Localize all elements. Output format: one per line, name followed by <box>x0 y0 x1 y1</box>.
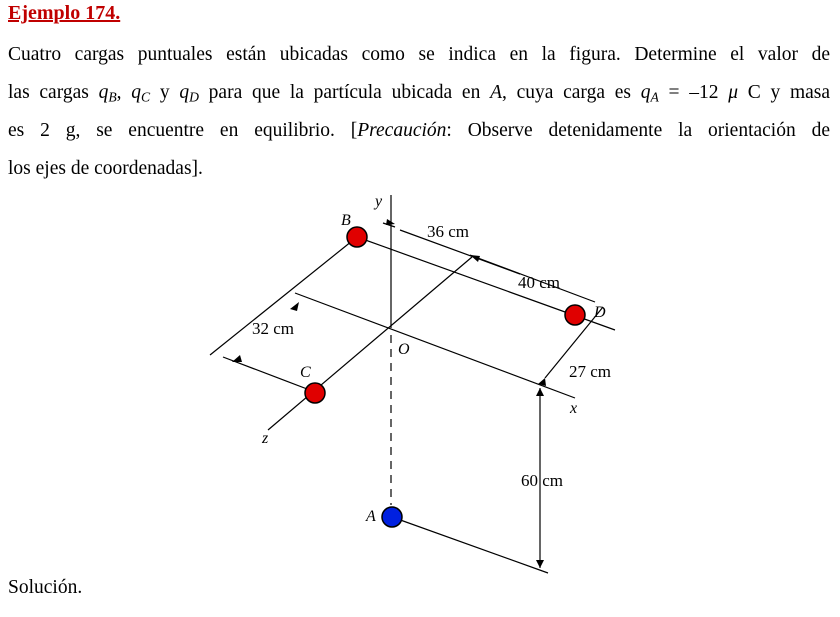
sub-A: A <box>650 89 659 105</box>
origin-label: O <box>398 341 410 358</box>
label-B: B <box>341 212 351 229</box>
arrowhead <box>536 560 544 568</box>
precaution-word: Precaución <box>357 120 447 141</box>
text-segment: es 2 g, se encuentre en equilibrio. [ <box>8 120 358 141</box>
x-axis-label: x <box>570 400 578 417</box>
qA-value: = –12 <box>658 82 729 103</box>
problem-line-1: Cuatro cargas puntuales están ubicadas como se indica en la figura. Determine el valor de <box>8 44 830 65</box>
mu-symbol: μ <box>728 82 739 103</box>
text-segment: para que la partícula ubicada en <box>198 82 491 103</box>
text-segment: las cargas <box>8 82 99 103</box>
text-segment: y <box>150 82 180 103</box>
problem-statement <box>8 36 830 188</box>
var-qA: q <box>640 82 651 103</box>
text-segment: , cuya carga es <box>501 82 641 103</box>
dim-label-27: 27 cm <box>569 362 612 381</box>
sub-B: B <box>108 89 117 105</box>
problem-line-4: los ejes de coordenadas]. <box>8 158 203 179</box>
var-qB: q <box>98 82 109 103</box>
z-axis-label: z <box>262 430 269 447</box>
y-axis-label: y <box>375 193 383 210</box>
problem-line-3 <box>8 112 830 150</box>
dim-label-40: 40 cm <box>518 273 561 292</box>
x-axis <box>295 293 575 398</box>
text-segment: : Observe detenidamente la orientación de <box>446 120 830 141</box>
problem-line-2 <box>8 74 830 112</box>
label-D: D <box>594 304 606 321</box>
var-qC: q <box>131 82 142 103</box>
sub-D: D <box>189 89 199 105</box>
charges-figure <box>0 180 840 580</box>
line-A-diagonal <box>392 517 548 573</box>
text-segment: C y masa <box>738 82 831 103</box>
solution-label: Solución. <box>8 577 83 598</box>
arrowhead <box>536 388 544 396</box>
arrowhead <box>470 255 480 262</box>
point-A: A <box>490 82 502 103</box>
charge-D <box>565 305 585 325</box>
example-title: Ejemplo 174. <box>8 2 121 24</box>
dim-label-32: 32 cm <box>252 319 295 338</box>
dim-label-60: 60 cm <box>521 471 564 490</box>
text-segment: , <box>116 82 132 103</box>
charge-B <box>347 227 367 247</box>
charge-A <box>382 507 402 527</box>
dim-label-36: 36 cm <box>427 222 470 241</box>
z-axis <box>268 257 472 430</box>
label-C: C <box>300 364 311 381</box>
charge-C <box>305 383 325 403</box>
arrowhead <box>290 302 299 311</box>
label-A: A <box>366 508 376 525</box>
arrowhead <box>232 355 242 362</box>
var-qD: q <box>179 82 190 103</box>
sub-C: C <box>141 89 151 105</box>
